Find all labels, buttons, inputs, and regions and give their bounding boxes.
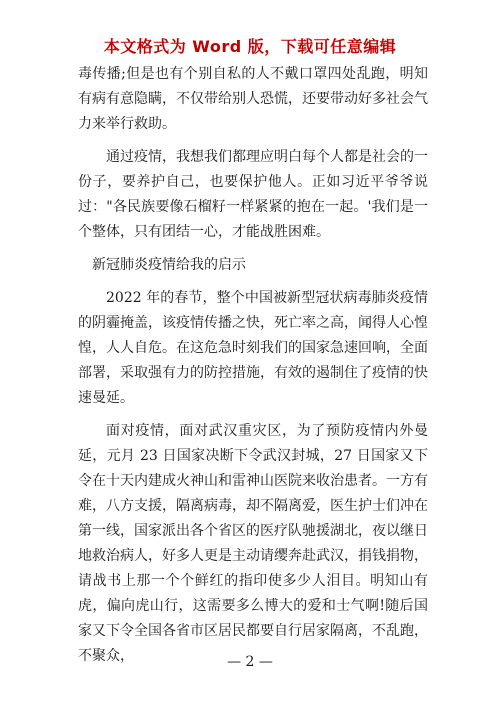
page-number: — 2 — — [227, 654, 273, 670]
document-body — [78, 62, 428, 677]
paragraph-wuhan-response: 面对疫情，面对武汉重灾区，为了预防疫情内外曼延，元月 23 日国家决断下令武汉封城，27 日国家又下令在十天内建成火神山和雷神山医院来收治患者。一方有难，八方支援，隔离病毒，却不隔离爱，医生护士们冲在第一线，国家派出各个省区的医疗队驰援湖北，夜以继日地救治病人，好多人更是主动请缨奔赴武汉，捐钱捐物，请战书上那一个个鲜红的指印使多少人泪目。明知山有虎，偏向虎山行，这需要多么博大的爱和士气啊!随后国家又下令全国各省市区居民都要自行居家隔离，不乱跑，不聚众， — [78, 423, 428, 664]
paragraph-spring-festival: 2022 年的春节，整个中国被新型冠状病毒肺炎疫情的阴霾掩盖，该疫情传播之快，死亡率之高，闻得人心惶惶，人人自危。在这危急时刻我们的国家急速回响，全面部署，采取强有力的防控措施，有效的遏制住了疫情的快速曼延。 — [78, 290, 428, 406]
document-header-title: 本文格式为 Word 版，下载可任意编辑 — [103, 37, 397, 56]
paragraph-unity: 通过疫情，我想我们都理应明白每个人都是社会的一份子，要养护自己，也要保护他人。正如习近平爷爷说过："各民族要像石榴籽一样紧紧的抱在一起。'我们是一个整体，只有团结一心，才能战胜困难。 — [78, 149, 428, 240]
section-heading: 新冠肺炎疫情给我的启示 — [92, 257, 246, 273]
paragraph-continuation: 毒传播;但是也有个别自私的人不戴口罩四处乱跑，明知有病有意隐瞒，不仅带给别人恐慌，还要带动好多社会气力来举行救助。 — [78, 66, 428, 132]
